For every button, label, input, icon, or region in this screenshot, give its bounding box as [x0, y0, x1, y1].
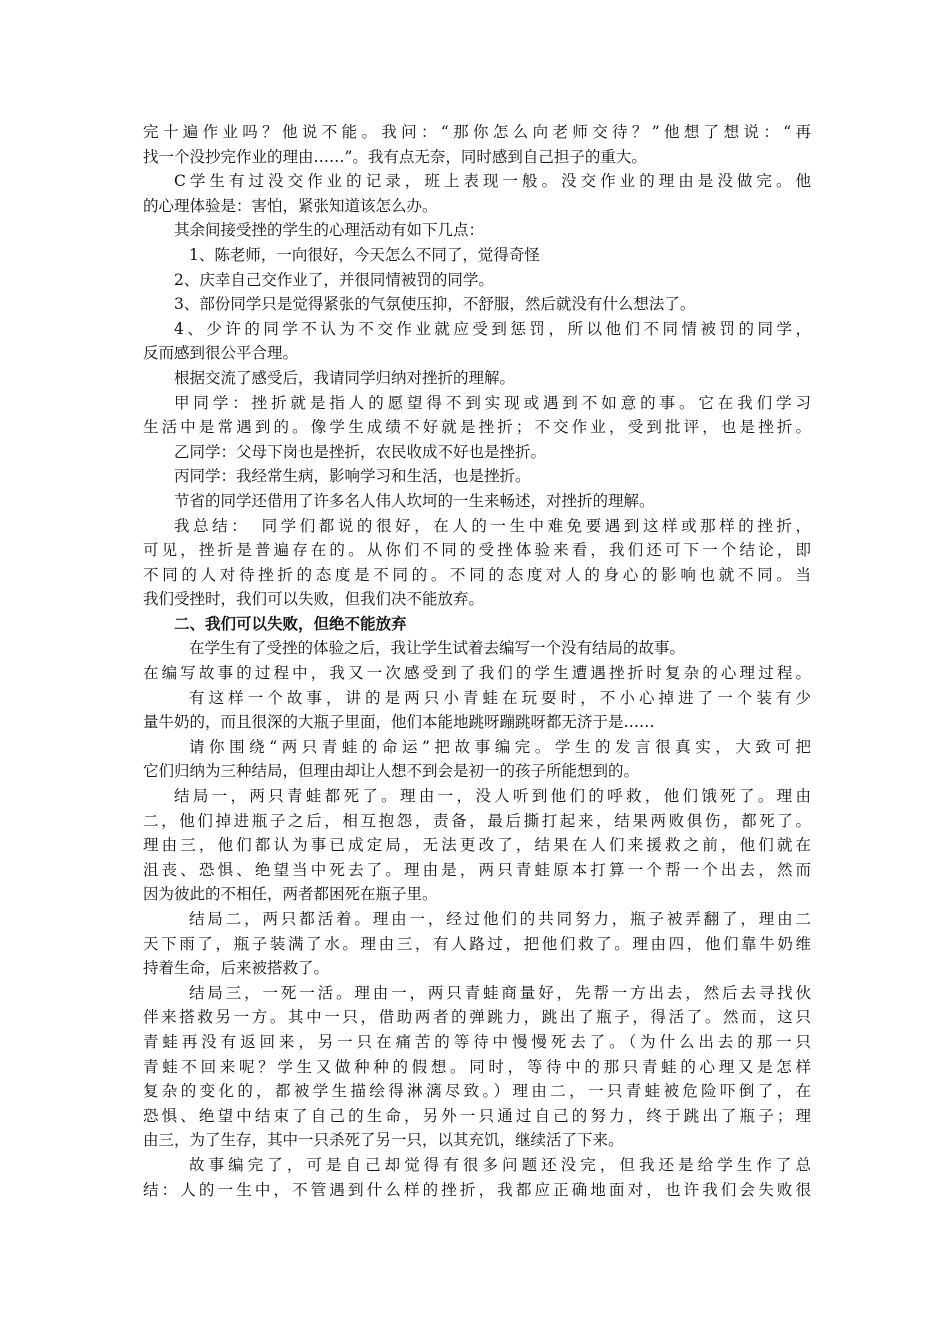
text-line: 结局一，两只青蛙都死了。理由一，没人听到他们的呼救，他们饿死了。理由 — [174, 787, 811, 806]
text-line: 根据交流了感受后，我请同学归纳对挫折的理解。 — [174, 368, 516, 387]
text-line: 其余间接受挫的学生的心理活动有如下几点： — [174, 221, 485, 240]
text-line: 伴来搭救另一方。其中一只，借助两者的弹跳力，跳出了瓶子，得活了。然而，这只 — [143, 1008, 811, 1027]
text-line: 有这样一个故事，讲的是两只小青蛙在玩耍时，不小心掉进了一个装有少 — [189, 688, 811, 707]
text-line: 天下雨了，瓶子装满了水。理由三，有人路过，把他们救了。理由四，他们靠牛奶维 — [143, 934, 811, 953]
text-line: 请你围绕“两只青蛙的命运”把故事编完。学生的发言很真实，大致可把 — [189, 737, 811, 756]
text-line: 由三，为了生存，其中一只杀死了另一只，以其充饥，继续活了下来。 — [143, 1131, 624, 1150]
text-line: 在学生有了受挫的体验之后，我让学生试着去编写一个没有结局的故事。 — [189, 639, 686, 658]
text-line: 4、少许的同学不认为不交作业就应受到惩罚，所以他们不同情被罚的同学， — [174, 319, 811, 338]
text-line: 甲同学：挫折就是指人的愿望得不到实现或遇到不如意的事。它在我们学习 — [174, 393, 811, 412]
text-line: 3、部份同学只是觉得紧张的气氛使压抑，不舒服，然后就没有什么想法了。 — [174, 295, 696, 314]
text-line: 沮丧、恐惧、绝望当中死去了。理由是，两只青蛙原本打算一个帮一个出去，然而 — [143, 860, 811, 879]
text-line: 节省的同学还借用了许多名人伟人坎坷的一生来畅述，对挫折的理解。 — [174, 491, 655, 510]
document-page — [143, 120, 811, 1202]
text-line: 不同的人对待挫折的态度是不同的。不同的态度对人的身心的影响也就不同。当 — [143, 565, 811, 584]
text-line: 复杂的变化的，都被学生描绘得淋漓尽致。）理由二，一只青蛙被危险吓倒了，在 — [143, 1082, 811, 1101]
text-line: 青蛙不回来呢？学生又做种种的假想。同时，等待中的那只青蛙的心理又是怎样 — [143, 1057, 811, 1076]
text-line: 丙同学：我经常生病，影响学习和生活，也是挫折。 — [174, 467, 531, 486]
text-line: C学生有过没交作业的记录，班上表现一般。没交作业的理由是没做完。他 — [174, 172, 811, 191]
text-line: 结：人的一生中，不管遇到什么样的挫折，我都应正确地面对，也许我们会失败很 — [143, 1180, 811, 1199]
text-line: 二，他们掉进瓶子之后，相互抱怨，责备，最后撕打起来，结果两败俱伤，都死了。 — [143, 811, 811, 830]
text-line: 量牛奶的，而且很深的大瓶子里面，他们本能地跳呀蹦跳呀都无济于是…… — [143, 713, 655, 732]
text-line: 可见，挫折是普遍存在的。从你们不同的受挫体验来看，我们还可下一个结论，即 — [143, 541, 811, 560]
text-line: 结局三，一死一活。理由一，两只青蛙商量好，先帮一方出去，然后去寻找伙 — [189, 983, 811, 1002]
text-line: 的心理体验是：害怕，紧张知道该怎么办。 — [143, 196, 438, 215]
text-line: 在编写故事的过程中，我又一次感受到了我们的学生遭遇挫折时复杂的心理过程。 — [143, 664, 811, 683]
text-line: 乙同学：父母下岗也是挫折，农民收成不好也是挫折。 — [174, 442, 547, 461]
text-line: 1、陈老师，一向很好，今天怎么不同了，觉得奇怪 — [189, 245, 540, 264]
text-line: 2、庆幸自己交作业了，并很同情被罚的同学。 — [174, 270, 494, 289]
text-line: 恐惧、绝望中结束了自己的生命，另外一只通过自己的努力，终于跳出了瓶子；理 — [143, 1106, 811, 1125]
text-line: 生活中是常遇到的。像学生成绩不好就是挫折；不交作业，受到批评，也是挫折。 — [143, 418, 811, 437]
text-line: 我们受挫时，我们可以失败，但我们决不能放弃。 — [143, 590, 485, 609]
text-line: 理由三，他们都认为事已成定局，无法更改了，结果在人们来援救之前，他们就在 — [143, 836, 811, 855]
text-line: 结局二，两只都活着。理由一，经过他们的共同努力，瓶子被弄翻了，理由二 — [189, 910, 811, 928]
text-line: 反而感到很公平合理。 — [143, 344, 299, 363]
text-line: 完十遍作业吗？他说不能。我问：“那你怎么向老师交待？”他想了想说：“再 — [143, 123, 811, 141]
text-line: 因为彼此的不相任，两者都困死在瓶子里。 — [143, 885, 438, 904]
text-line: 找一个没抄完作业的理由……”。我有点无奈，同时感到自己担子的重大。 — [143, 147, 647, 166]
text-line: 它们归纳为三种结局，但理由却让人想不到会是初一的孩子所能想到的。 — [143, 762, 640, 781]
section-heading: 二、我们可以失败，但绝不能放弃 — [174, 613, 407, 633]
text-line: 我总结： 同学们都说的很好，在人的一生中难免要遇到这样或那样的挫折， — [174, 516, 811, 535]
text-line: 故事编完了，可是自己却觉得有很多问题还没完，但我还是给学生作了总 — [189, 1155, 811, 1174]
text-line: 持着生命，后来被搭救了。 — [143, 959, 330, 978]
text-line: 青蛙再没有返回来，另一只在痛苦的等待中慢慢死去了。（为什么出去的那一只 — [143, 1032, 811, 1051]
